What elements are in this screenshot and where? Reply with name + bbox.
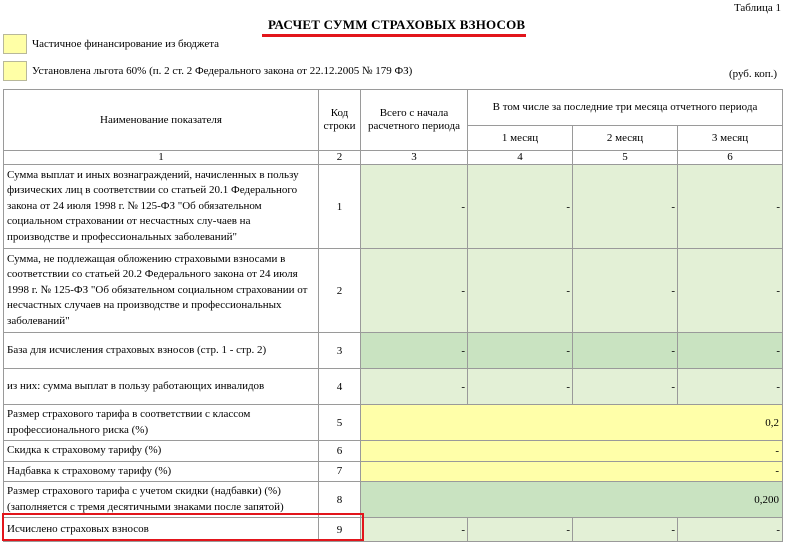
table-number: Таблица 1 xyxy=(733,2,781,14)
col-num-1: 1 xyxy=(4,151,319,165)
row-code: 4 xyxy=(319,369,361,405)
table-row xyxy=(4,333,783,369)
value-cell[interactable]: - xyxy=(468,333,573,369)
value-cell[interactable]: - xyxy=(361,333,468,369)
value-cell[interactable]: - xyxy=(573,249,678,333)
legend-label-budget: Частичное финансирование из бюджета xyxy=(32,38,220,50)
value-cell[interactable]: - xyxy=(573,333,678,369)
value-cell[interactable]: - xyxy=(361,518,468,542)
value-cell[interactable]: - xyxy=(678,249,783,333)
title-highlight-underline xyxy=(262,34,526,37)
value-cell[interactable]: - xyxy=(361,249,468,333)
value-cell[interactable]: - xyxy=(678,333,783,369)
row-code: 1 xyxy=(319,165,361,249)
value-cell[interactable]: - xyxy=(361,441,783,462)
row-code: 6 xyxy=(319,441,361,462)
table-row xyxy=(4,461,783,482)
units-label: (руб. коп.) xyxy=(728,68,777,80)
value-cell[interactable]: - xyxy=(573,165,678,249)
row-9-highlight-box xyxy=(2,513,364,541)
row-name: Скидка к страховому тарифу (%) xyxy=(4,441,319,462)
col-num-6: 6 xyxy=(678,151,783,165)
header-name: Наименование показателя xyxy=(4,90,319,151)
header-total: Всего с начала расчетного периода xyxy=(361,90,468,151)
row-name: из них: сумма выплат в пользу работающих инвалидов xyxy=(4,369,319,405)
value-cell[interactable]: - xyxy=(678,518,783,542)
row-code: 3 xyxy=(319,333,361,369)
row-name: Размер страхового тарифа с учетом скидки (надбавки) (%) (заполняется с тремя десятичными знаками после запятой) xyxy=(4,482,319,518)
table-row xyxy=(4,165,783,249)
row-code: 5 xyxy=(319,405,361,441)
value-cell[interactable]: - xyxy=(468,369,573,405)
value-cell[interactable]: - xyxy=(678,369,783,405)
value-cell[interactable]: - xyxy=(468,165,573,249)
table-row xyxy=(4,249,783,333)
header-month-2: 2 месяц xyxy=(573,126,678,151)
header-code: Код строки xyxy=(319,90,361,151)
row-code: 9 xyxy=(319,518,361,542)
table-row xyxy=(4,369,783,405)
col-num-3: 3 xyxy=(361,151,468,165)
row-name: Надбавка к страховому тарифу (%) xyxy=(4,461,319,482)
row-name: Сумма выплат и иных вознаграждений, начисленных в пользу физических лиц в соответствии со статьей 20.1 Федерального закона от 24 июля 1998 г. № 125-ФЗ "Об обязательном социальном страховании от несчастных слу-чаев на производстве и профессиональных заболеваний" xyxy=(4,165,319,249)
row-code: 8 xyxy=(319,482,361,518)
value-cell[interactable]: - xyxy=(468,249,573,333)
page-title: РАСЧЕТ СУММ СТРАХОВЫХ ВЗНОСОВ xyxy=(268,17,526,32)
value-cell[interactable]: - xyxy=(573,369,678,405)
value-cell[interactable]: - xyxy=(361,461,783,482)
value-cell[interactable]: 0,2 xyxy=(361,405,783,441)
row-code: 7 xyxy=(319,461,361,482)
value-cell[interactable]: 0,200 xyxy=(361,482,783,518)
value-cell[interactable]: - xyxy=(678,165,783,249)
header-month-1: 1 месяц xyxy=(468,126,573,151)
value-cell[interactable]: - xyxy=(361,165,468,249)
contributions-table xyxy=(3,89,783,542)
row-name: Сумма, не подлежащая обложению страховыми взносами в соответствии со статьей 20.2 Федерального закона от 24 июля 1998 г. № 125-ФЗ "Об обязательном социальном страховании от несчастных случаев на производстве и профессиональных заболеваний" xyxy=(4,249,319,333)
header-month-3: 3 месяц xyxy=(678,126,783,151)
col-num-5: 5 xyxy=(573,151,678,165)
value-cell[interactable]: - xyxy=(361,369,468,405)
row-name: Размер страхового тарифа в соответствии с классом профессионального риска (%) xyxy=(4,405,319,441)
row-name: Исчислено страховых взносов xyxy=(4,518,319,542)
table-row xyxy=(4,405,783,441)
row-name: База для исчисления страховых взносов (стр. 1 - стр. 2) xyxy=(4,333,319,369)
value-cell[interactable]: - xyxy=(468,518,573,542)
value-cell[interactable]: - xyxy=(573,518,678,542)
table-row xyxy=(4,441,783,462)
row-code: 2 xyxy=(319,249,361,333)
legend-label-benefit: Установлена льгота 60% (п. 2 ст. 2 Федерального закона от 22.12.2005 № 179 ФЗ) xyxy=(32,65,413,77)
legend-swatch-budget xyxy=(3,34,27,54)
col-num-4: 4 xyxy=(468,151,573,165)
header-last-three-months: В том числе за последние три месяца отчетного периода xyxy=(468,90,783,126)
legend-swatch-benefit xyxy=(3,61,27,81)
col-num-2: 2 xyxy=(319,151,361,165)
